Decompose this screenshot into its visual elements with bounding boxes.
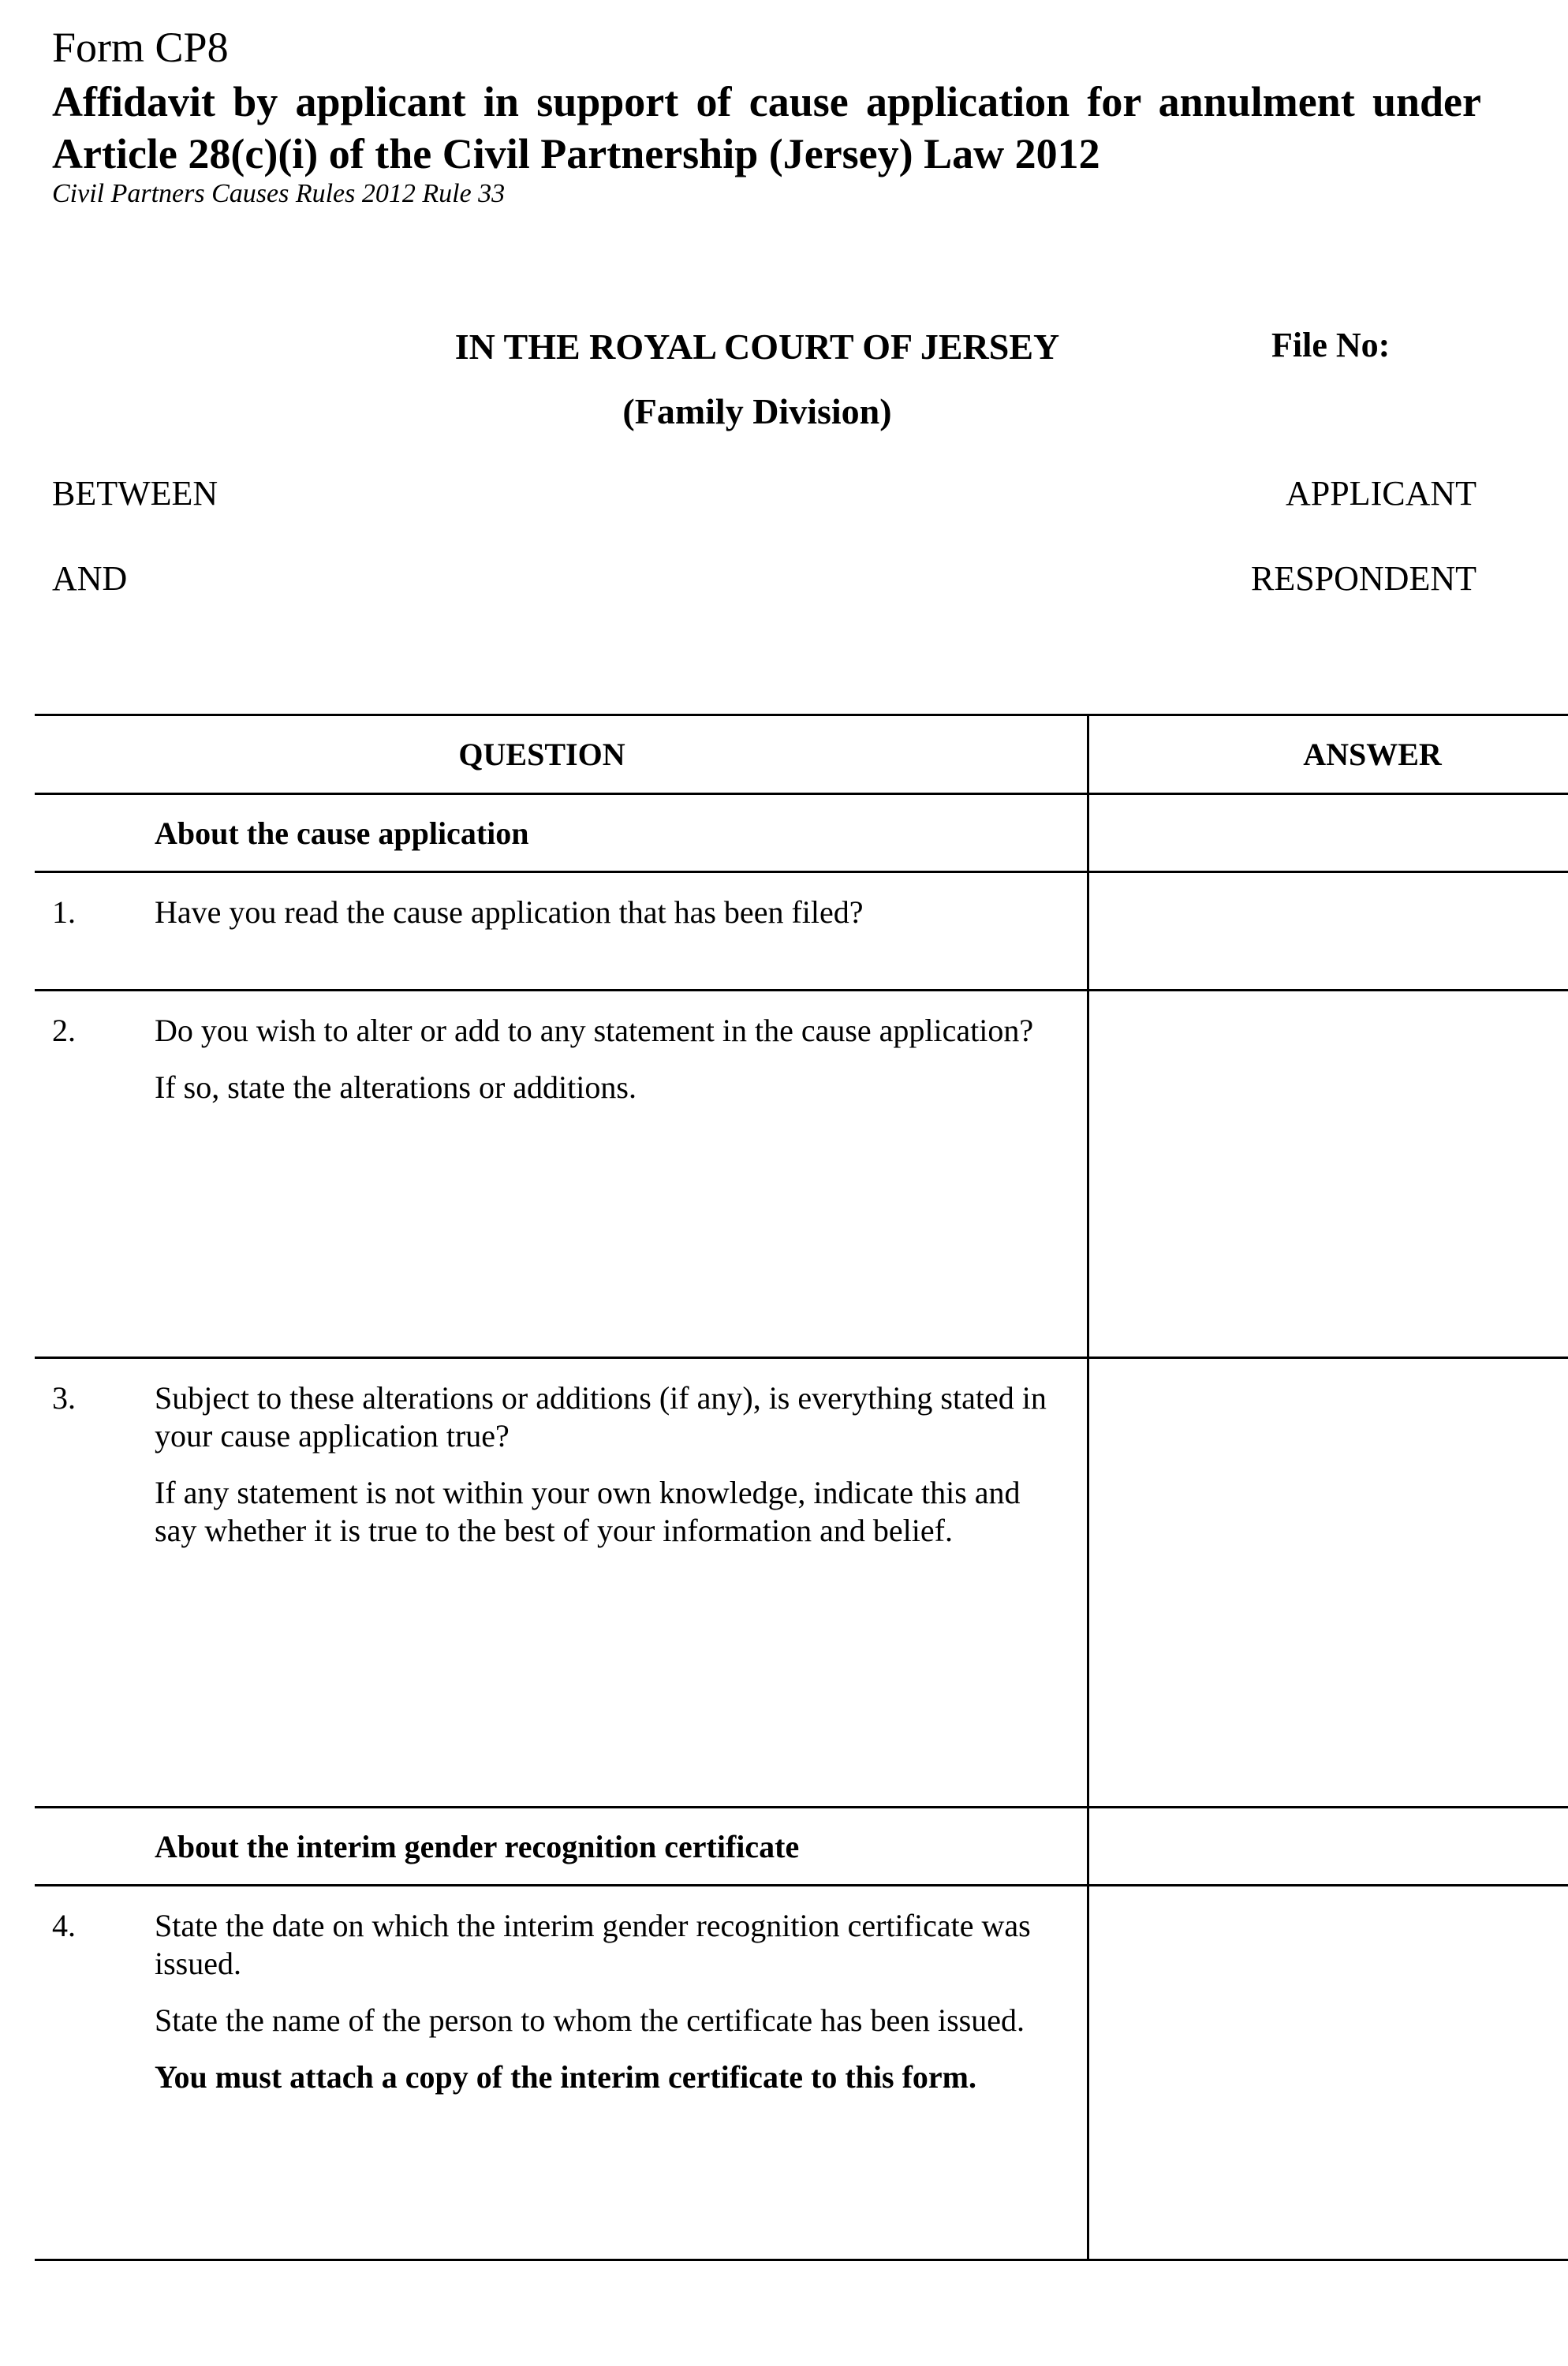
answer-cell[interactable] (1088, 794, 1568, 872)
question-number: 4. (35, 1886, 155, 2260)
respondent-label: RESPONDENT (1250, 559, 1477, 598)
section-heading: About the cause application (155, 794, 1088, 872)
applicant-label: APPLICANT (1285, 474, 1477, 513)
question-number: 2. (35, 991, 155, 1358)
form-rule-reference: Civil Partners Causes Rules 2012 Rule 33 (52, 179, 506, 208)
question-number: 1. (35, 872, 155, 991)
answer-cell[interactable] (1088, 1358, 1568, 1808)
section-row-interim-certificate (35, 1808, 1568, 1886)
question-paragraph: Subject to these alterations or additions (if any), is everything stated in your cause application true? (155, 1380, 1047, 1454)
form-label: Form CP8 (52, 24, 229, 71)
form-title: Affidavit by applicant in support of cause application for annulment under Article 28(c)(i) of the Civil Partnership (Jersey) Law 2012 (52, 78, 1481, 177)
number-column-header (35, 715, 155, 794)
answer-cell[interactable] (1088, 1808, 1568, 1886)
question-paragraph: Have you read the cause application that has been filed? (155, 894, 864, 930)
court-division: (Family Division) (622, 391, 892, 431)
and-label: AND (52, 559, 128, 598)
question-text (155, 1358, 1088, 1808)
answer-cell[interactable] (1088, 872, 1568, 991)
answer-cell[interactable] (1088, 991, 1568, 1358)
question-paragraph: State the name of the person to whom the certificate has been issued. (155, 2002, 1025, 2038)
table-header-row (35, 715, 1568, 794)
question-paragraph: Do you wish to alter or add to any statement in the cause application? (155, 1013, 1034, 1048)
answer-cell[interactable] (1088, 1886, 1568, 2260)
table-row (35, 1358, 1568, 1808)
question-paragraph: If any statement is not within your own knowledge, indicate this and say whether it is true to the best of your information and belief. (155, 1475, 1021, 1548)
section-row-cause-application (35, 794, 1568, 872)
question-text (155, 872, 1088, 991)
answer-column-header: ANSWER (1088, 715, 1568, 794)
table-row (35, 872, 1568, 991)
question-paragraph-emphasis: You must attach a copy of the interim certificate to this form. (155, 2059, 976, 2095)
question-text (155, 1886, 1088, 2260)
between-label: BETWEEN (52, 474, 218, 513)
question-number: 3. (35, 1358, 155, 1808)
question-column-header: QUESTION (155, 715, 1088, 794)
court-name: IN THE ROYAL COURT OF JERSEY (454, 327, 1060, 367)
question-paragraph: If so, state the alterations or additions. (155, 1069, 637, 1105)
table-row (35, 991, 1568, 1358)
section-heading: About the interim gender recognition certificate (155, 1808, 1088, 1886)
affidavit-table (35, 714, 1568, 2261)
question-text (155, 991, 1088, 1358)
file-no-label: File No: (1271, 326, 1391, 364)
table-row (35, 1886, 1568, 2260)
question-paragraph: State the date on which the interim gender recognition certificate was issued. (155, 1908, 1031, 1981)
